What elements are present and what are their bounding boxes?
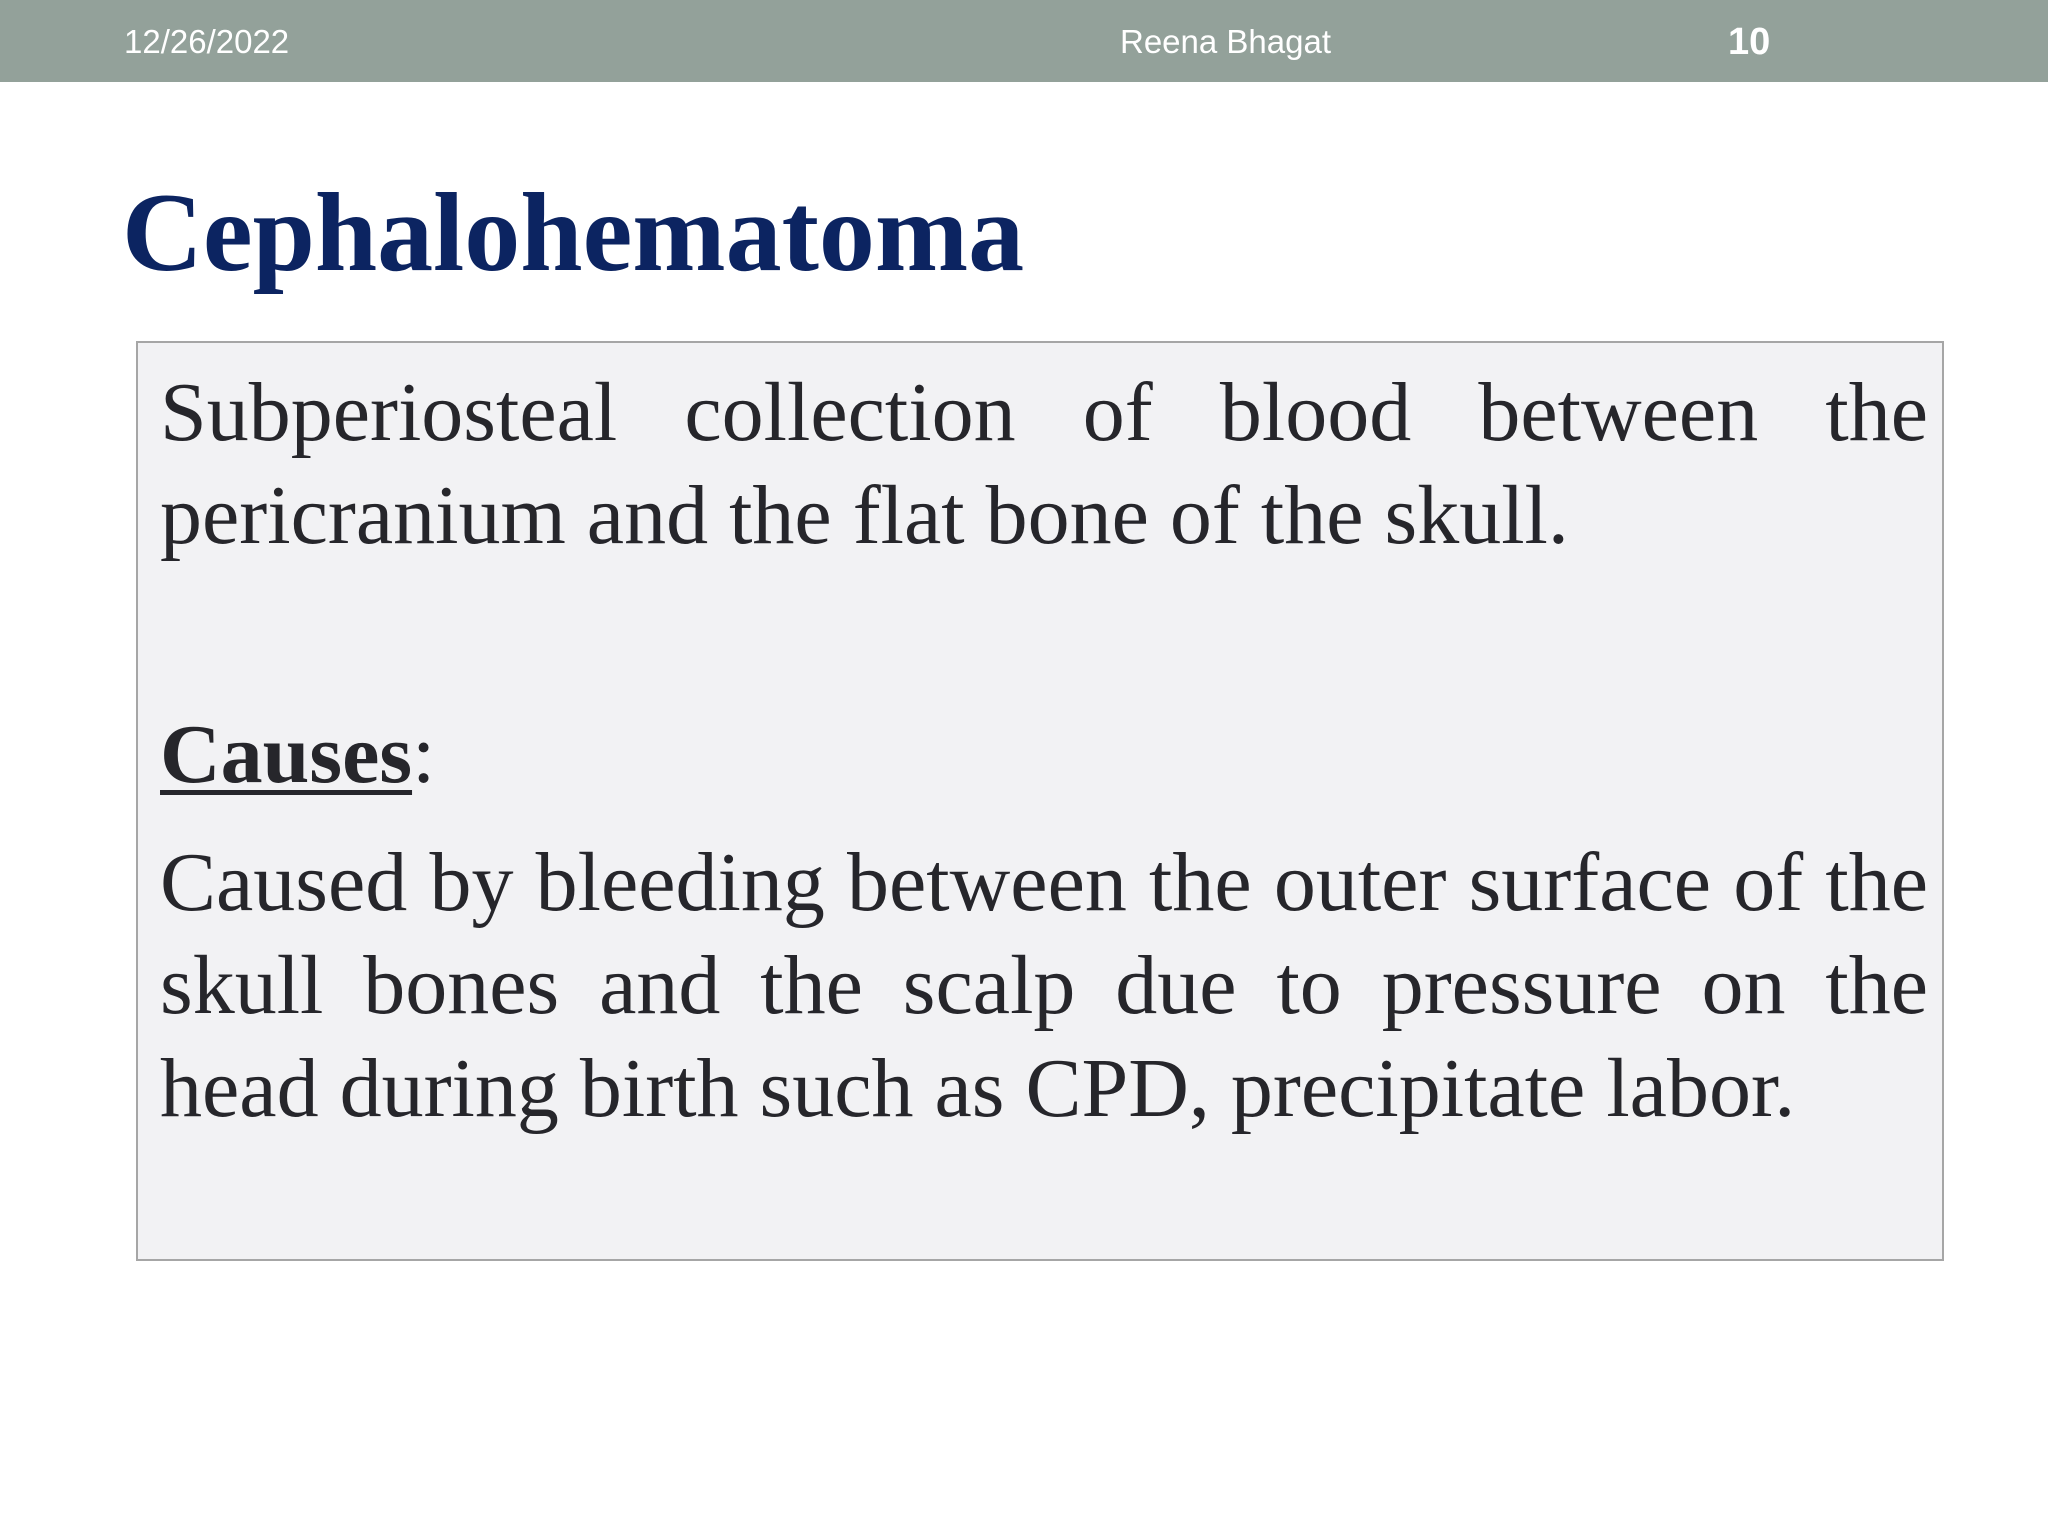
causes-text: Caused by bleeding between the outer surface of the skull bones and the scalp due to pressure on the head during birth such as CPD, precipitate labor.	[160, 836, 1928, 1135]
slide-author: Reena Bhagat	[1120, 23, 1332, 60]
slide-date: 12/26/2022	[124, 23, 290, 60]
causes-heading	[160, 703, 435, 806]
causes-label: Causes	[160, 708, 413, 801]
slide-page-number: 10	[1728, 21, 1771, 63]
content-box	[136, 341, 1944, 1261]
causes-colon: :	[412, 708, 436, 801]
slide-title: Cephalohematoma	[122, 171, 1025, 295]
header-bar	[0, 0, 2048, 82]
definition-text: Subperiosteal collection of blood between the pericranium and the flat bone of the skull.	[160, 366, 1928, 562]
